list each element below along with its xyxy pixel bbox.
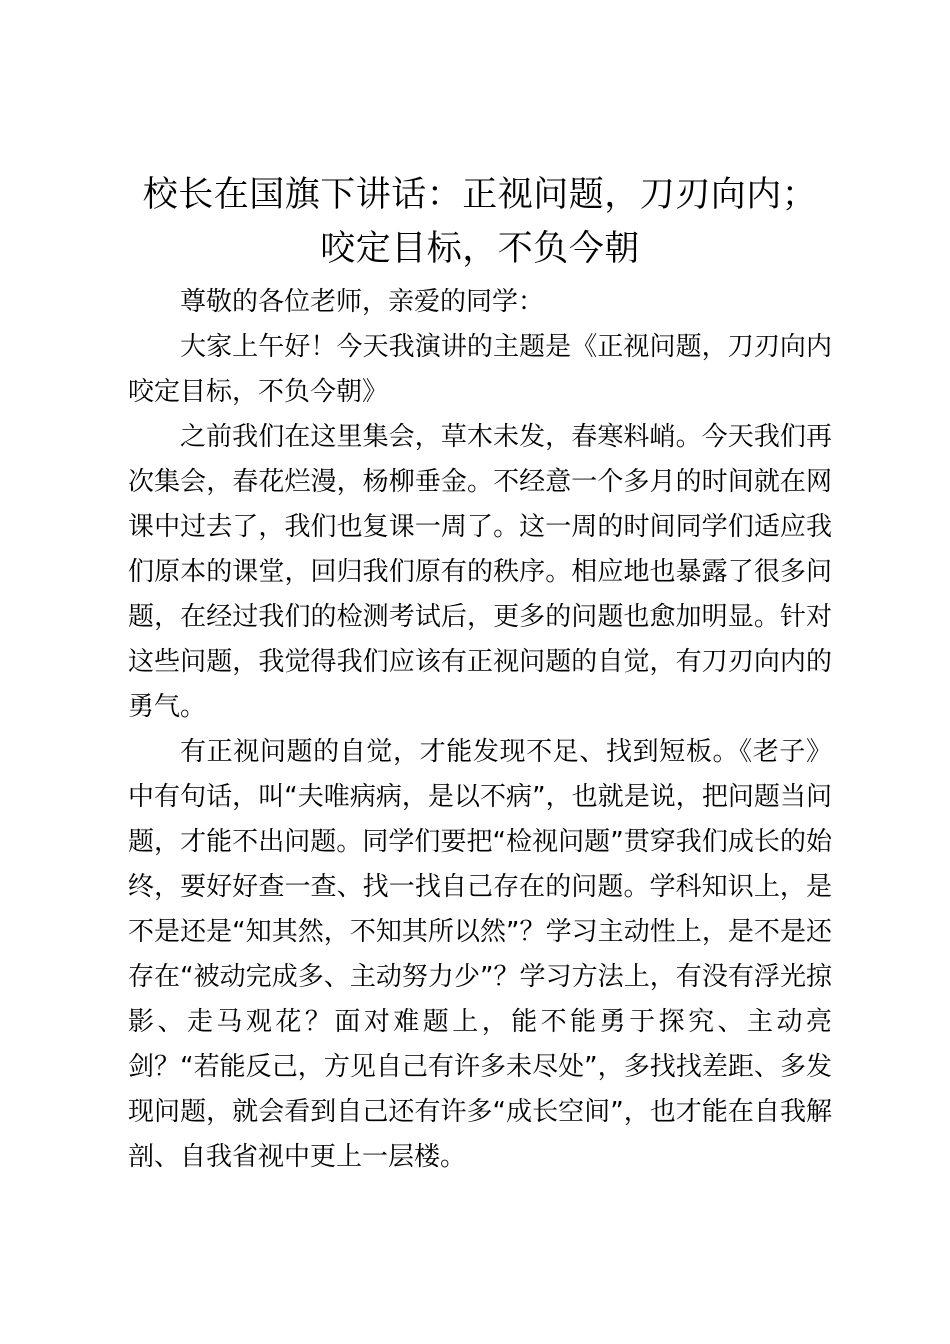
body-paragraph: 之前我们在这里集会，草木未发，春寒料峭。今天我们再次集会，春花烂漫，杨柳垂金。不经意一个多月的时间就在网课中过去了，我们也复课一周了。这一周的时间同学们适应我们原本的课堂，回归我们原有的秩序。相应地也暴露了很多问题，在经过我们的检测考试后，更多的问题也愈加明显。针对这些问题，我觉得我们应该有正视问题的自觉，有刀刃向内的勇气。 [128, 422, 832, 722]
opening-paragraph: 大家上午好！今天我演讲的主题是《正视问题，刀刃向内咬定目标，不负今朝》 [128, 332, 832, 407]
document-title: 校长在国旗下讲话：正视问题，刀刃向内；咬定目标，不负今朝 [142, 175, 818, 269]
salutation-paragraph: 尊敬的各位老师，亲爱的同学： [180, 287, 545, 317]
document-page [128, 168, 832, 1180]
body-paragraph: 有正视问题的自觉，才能发现不足、找到短板。《老子》中有句话，叫“夫唯病病，是以不病”，也就是说，把问题当问题，才能不出问题。同学们要把“检视问题”贯穿我们成长的始终，要好好查一查、找一找自己存在的问题。学科知识上，是不是还是“知其然，不知其所以然”？学习主动性上，是不是还存在“被动完成多、主动努力少”？学习方法上，有没有浮光掠影、走马观花？面对难题上，能不能勇于探究、主动亮剑？“若能反己，方见自己有许多未尽处”，多找找差距、多发现问题，就会看到自己还有许多“成长空间”，也才能在自我解剖、自我省视中更上一层楼。 [128, 737, 832, 1172]
